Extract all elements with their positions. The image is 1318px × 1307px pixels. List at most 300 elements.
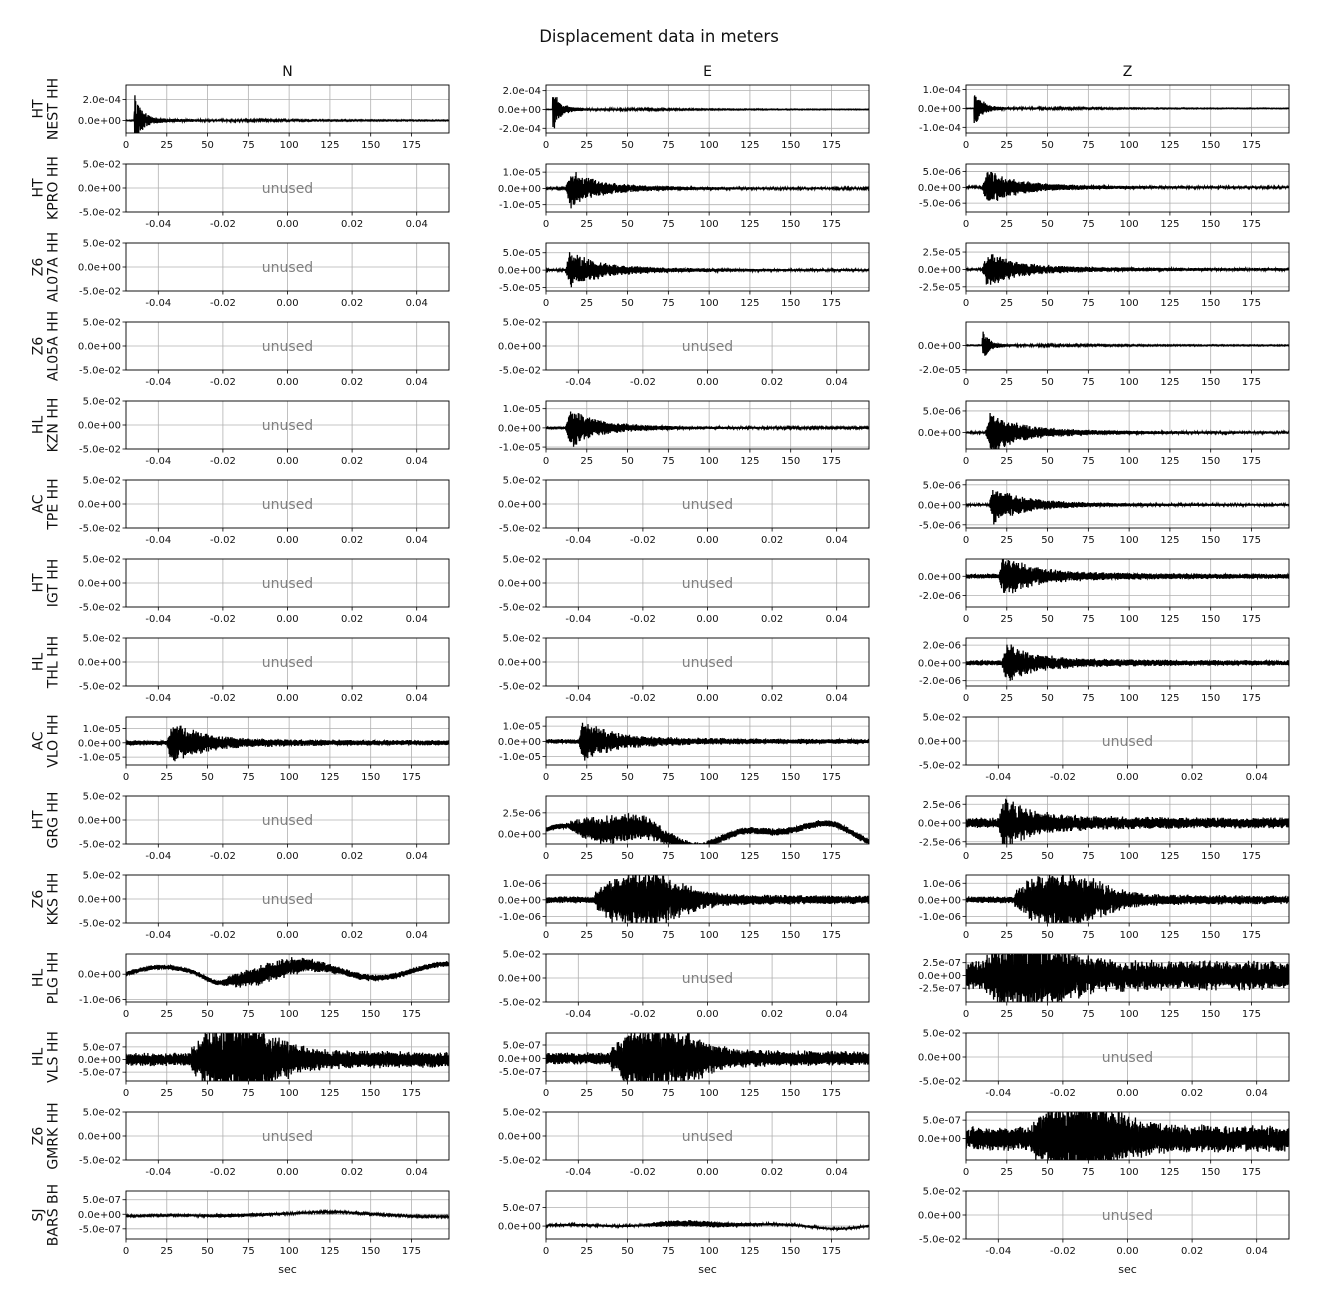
seismic-trace	[966, 172, 1289, 201]
y-tick-label: -5.0e-06	[919, 198, 961, 210]
row-label: HLPLG HH	[30, 951, 62, 1005]
y-tick-label: 0.0e+00	[917, 182, 961, 194]
x-tick-label: 100	[279, 772, 299, 783]
panel-vlo-e	[498, 717, 869, 783]
x-tick-label: 0	[962, 456, 970, 467]
y-tick-label: -5.0e-05	[499, 283, 541, 295]
y-tick-label: 5.0e-02	[502, 554, 541, 566]
seismic-trace	[546, 871, 869, 930]
x-tick-label: -0.02	[209, 219, 236, 230]
x-tick-label: -0.04	[985, 1088, 1012, 1099]
panel-al07a-e	[498, 243, 869, 309]
x-tick-label: 0.04	[405, 535, 428, 546]
row-label: Z6AL07A HH	[30, 231, 62, 303]
x-tick-label: 0.04	[405, 851, 428, 862]
x-tick-label: 175	[821, 298, 842, 309]
x-tick-label: -0.04	[145, 693, 172, 704]
y-tick-label: 0.0e+00	[497, 341, 541, 353]
y-tick-label: 0.0e+00	[917, 895, 961, 907]
x-tick-label: 25	[580, 298, 594, 309]
y-tick-label: 5.0e-02	[82, 633, 121, 645]
panel-kks-e	[498, 871, 869, 941]
panel-kzn-n	[78, 397, 449, 468]
axes-frame	[126, 85, 449, 133]
x-tick-label: 150	[1201, 298, 1221, 309]
panel-thl-z	[918, 638, 1289, 704]
unused-label: unused	[681, 655, 734, 671]
x-tick-label: 25	[1000, 930, 1014, 941]
row-label: HTKPRO HH	[30, 156, 62, 220]
y-tick-label: -1.0e-06	[499, 911, 541, 923]
x-tick-label: 125	[1160, 298, 1180, 309]
x-tick-label: 25	[580, 140, 594, 151]
x-tick-label: 0.04	[825, 614, 848, 625]
x-tick-label: 125	[1160, 1009, 1180, 1020]
x-tick-label: 175	[821, 219, 842, 230]
seismic-trace	[966, 413, 1289, 453]
figure-title: Displacement data in meters	[539, 27, 779, 46]
x-tick-label: 175	[821, 1088, 842, 1099]
y-tick-label: 1.0e-05	[502, 404, 541, 416]
y-tick-label: -1.0e-05	[499, 752, 541, 764]
unused-label: unused	[1101, 1208, 1154, 1224]
x-tick-label: 75	[1081, 1167, 1095, 1178]
panel-tpe-z	[918, 480, 1289, 546]
y-tick-label: 1.0e-05	[502, 167, 541, 179]
x-tick-label: 0.00	[1116, 1246, 1139, 1257]
x-tick-label: 75	[661, 930, 675, 941]
x-tick-label: 0.04	[825, 377, 848, 388]
y-tick-label: 0.0e+00	[497, 973, 541, 985]
x-tick-label: -0.02	[209, 851, 236, 862]
x-tick-label: 125	[740, 930, 760, 941]
x-tick-label: 50	[1041, 456, 1054, 467]
x-tick-label: 0.00	[696, 1167, 719, 1178]
x-tick-label: 25	[1000, 535, 1014, 546]
row-label: HTIGT HH	[30, 558, 62, 608]
y-tick-label: 0.0e+00	[917, 970, 961, 982]
y-tick-label: 0.0e+00	[917, 103, 961, 115]
x-tick-label: 50	[621, 1088, 634, 1099]
x-tick-label: -0.04	[145, 219, 172, 230]
y-tick-label: 0.0e+00	[77, 738, 121, 750]
y-tick-label: 5.0e-06	[922, 480, 961, 492]
row-label: Z6AL05A HH	[30, 310, 62, 382]
x-tick-label: 0.00	[276, 377, 299, 388]
y-tick-label: -2.0e-04	[499, 123, 541, 135]
x-tick-label: 175	[401, 772, 422, 783]
x-tick-label: 150	[781, 1088, 801, 1099]
seismic-trace	[546, 1026, 869, 1094]
x-tick-label: -0.04	[565, 1167, 592, 1178]
y-tick-label: 0.0e+00	[917, 500, 961, 512]
x-tick-label: 150	[781, 298, 801, 309]
x-tick-label: -0.02	[209, 456, 236, 467]
y-tick-label: 0.0e+00	[917, 736, 961, 748]
x-tick-label: 150	[781, 930, 801, 941]
panel-nest-z	[918, 85, 1289, 151]
y-tick-label: 0.0e+00	[917, 1134, 961, 1146]
y-tick-label: 5.0e-02	[922, 712, 961, 724]
x-tick-label: 150	[781, 219, 801, 230]
x-tick-label: 175	[1241, 851, 1262, 862]
row-label: SJBARS BH	[30, 1183, 62, 1247]
y-tick-label: 2.5e-06	[922, 799, 961, 811]
x-tick-label: -0.04	[565, 1009, 592, 1020]
x-tick-label: -0.04	[145, 377, 172, 388]
x-tick-label: 175	[1241, 1167, 1262, 1178]
x-tick-label: 100	[699, 1088, 719, 1099]
y-tick-label: 5.0e-02	[82, 396, 121, 408]
x-tick-label: 0.00	[276, 1167, 299, 1178]
seismic-trace	[966, 254, 1289, 284]
x-tick-label: 125	[740, 1246, 760, 1257]
panel-kpro-e	[498, 164, 869, 230]
x-tick-label: 0.00	[696, 377, 719, 388]
x-tick-label: -0.02	[629, 1167, 656, 1178]
x-tick-label: 150	[1201, 377, 1221, 388]
x-tick-label: 150	[1201, 1167, 1221, 1178]
y-tick-label: 0.0e+00	[77, 115, 121, 127]
x-tick-label: 150	[1201, 851, 1221, 862]
x-tick-label: 100	[1119, 535, 1139, 546]
panel-gmrk-e	[498, 1108, 869, 1179]
x-tick-label: 0.04	[1245, 772, 1268, 783]
y-tick-label: -5.0e-02	[79, 681, 121, 693]
x-tick-label: 100	[1119, 1009, 1139, 1020]
x-tick-label: 0	[962, 614, 970, 625]
x-tick-label: 50	[1041, 140, 1054, 151]
x-tick-label: 100	[699, 298, 719, 309]
x-tick-label: 0	[962, 219, 970, 230]
x-tick-label: 50	[1041, 535, 1054, 546]
x-tick-label: 25	[580, 930, 594, 941]
seismic-trace	[546, 97, 869, 128]
panel-vlo-z	[918, 713, 1289, 784]
x-tick-label: 0.04	[1245, 1246, 1268, 1257]
seismic-trace	[546, 813, 869, 850]
y-tick-label: 2.5e-06	[502, 808, 541, 820]
x-tick-label: 125	[1160, 140, 1180, 151]
y-tick-label: 5.0e-02	[82, 1107, 121, 1119]
y-tick-label: 1.0e-04	[922, 85, 961, 97]
x-tick-label: 25	[160, 140, 174, 151]
y-tick-label: -5.0e-02	[919, 1234, 961, 1246]
x-tick-label: 0	[962, 377, 970, 388]
x-tick-label: 0.00	[276, 219, 299, 230]
station-row-kpro	[31, 156, 1289, 230]
y-tick-label: 5.0e-02	[922, 1028, 961, 1040]
y-tick-label: 5.0e-02	[82, 870, 121, 882]
seismic-trace	[546, 252, 869, 287]
y-tick-label: 5.0e-02	[82, 238, 121, 250]
x-tick-label: 100	[1119, 456, 1139, 467]
y-tick-label: -5.0e-02	[79, 523, 121, 535]
x-tick-label: 0.04	[405, 456, 428, 467]
row-label: Z6KKS HH	[30, 872, 62, 926]
x-tick-label: 100	[1119, 298, 1139, 309]
y-tick-label: 5.0e-02	[502, 633, 541, 645]
x-tick-label: 0.02	[340, 219, 364, 230]
x-tick-label: 0.02	[340, 851, 364, 862]
x-tick-label: 150	[1201, 140, 1221, 151]
x-tick-label: 50	[621, 140, 634, 151]
x-tick-label: -0.04	[145, 851, 172, 862]
y-tick-label: 5.0e-02	[82, 554, 121, 566]
x-tick-label: 0.00	[1116, 1088, 1139, 1099]
x-tick-label: 25	[580, 851, 594, 862]
x-tick-label: 25	[580, 772, 594, 783]
x-tick-label: 125	[1160, 377, 1180, 388]
station-row-vlo	[31, 713, 1289, 784]
column-header-z: Z	[1122, 64, 1133, 80]
x-tick-label: 150	[781, 140, 801, 151]
x-tick-label: -0.02	[629, 377, 656, 388]
x-tick-label: -0.04	[145, 535, 172, 546]
x-tick-label: 75	[661, 851, 675, 862]
x-tick-label: -0.04	[145, 614, 172, 625]
x-tick-label: 125	[740, 298, 760, 309]
x-tick-label: 150	[361, 1088, 381, 1099]
y-tick-label: -5.0e-02	[499, 523, 541, 535]
x-tick-label: 100	[279, 1246, 299, 1257]
y-tick-label: -5.0e-02	[79, 444, 121, 456]
x-tick-label: 75	[241, 772, 255, 783]
x-tick-label: 50	[201, 140, 214, 151]
station-row-plg	[31, 940, 1289, 1020]
y-tick-label: -1.0e-05	[79, 752, 121, 764]
x-tick-label: -0.04	[565, 614, 592, 625]
seismic-trace	[966, 490, 1289, 524]
x-tick-label: 150	[1201, 456, 1221, 467]
y-tick-label: 5.0e-02	[82, 159, 121, 171]
y-tick-label: -2.0e-05	[919, 364, 961, 376]
x-tick-label: 0.04	[405, 930, 428, 941]
x-tick-label: 25	[1000, 219, 1014, 230]
seismic-trace	[126, 1211, 449, 1217]
y-tick-label: 0.0e+00	[917, 428, 961, 440]
x-tick-label: 100	[699, 456, 719, 467]
x-tick-label: 0	[962, 930, 970, 941]
x-tick-label: 175	[1241, 298, 1262, 309]
seismic-trace	[546, 1220, 869, 1230]
x-tick-label: -0.04	[565, 535, 592, 546]
x-tick-label: 0	[962, 851, 970, 862]
panel-tpe-e	[498, 476, 869, 547]
x-tick-label: 25	[160, 772, 174, 783]
x-tick-label: 125	[740, 1088, 760, 1099]
x-tick-label: 25	[580, 219, 594, 230]
x-tick-label: -0.02	[1049, 772, 1076, 783]
x-tick-label: 0	[542, 140, 550, 151]
x-tick-label: -0.02	[209, 1167, 236, 1178]
x-tick-label: 50	[621, 851, 634, 862]
row-label: Z6GMRK HH	[30, 1102, 62, 1170]
x-tick-label: 100	[699, 930, 719, 941]
x-tick-label: 150	[361, 1009, 381, 1020]
unused-label: unused	[261, 260, 314, 276]
unused-label: unused	[681, 971, 734, 987]
x-tick-label: 0	[122, 1246, 130, 1257]
x-tick-label: 0.00	[696, 614, 719, 625]
x-tick-label: 0.00	[276, 298, 299, 309]
x-tick-label: 0.00	[276, 851, 299, 862]
x-tick-label: 0.04	[405, 298, 428, 309]
y-tick-label: 0.0e+00	[917, 264, 961, 276]
x-tick-label: -0.04	[985, 772, 1012, 783]
panel-vls-n	[78, 1021, 449, 1099]
y-tick-label: -5.0e-02	[499, 602, 541, 614]
y-tick-label: 5.0e-07	[502, 1040, 541, 1052]
panel-al05a-n	[78, 318, 449, 389]
x-tick-label: 25	[1000, 614, 1014, 625]
panel-bars-z	[918, 1187, 1289, 1277]
seismic-trace	[126, 1021, 449, 1098]
x-tick-label: 0.02	[340, 693, 364, 704]
station-row-grg	[31, 792, 1289, 863]
x-tick-label: -0.04	[145, 930, 172, 941]
x-tick-label: 50	[1041, 1167, 1054, 1178]
panel-tpe-n	[78, 476, 449, 547]
y-tick-label: 0.0e+00	[77, 341, 121, 353]
x-tick-label: 175	[821, 1246, 842, 1257]
x-tick-label: 0.02	[1180, 1088, 1204, 1099]
panel-igt-z	[918, 558, 1289, 625]
x-tick-label: 175	[1241, 535, 1262, 546]
y-tick-label: 5.0e-07	[82, 1042, 121, 1054]
column-header-n: N	[282, 64, 293, 80]
x-tick-label: 125	[320, 1088, 340, 1099]
x-tick-label: 50	[1041, 298, 1054, 309]
x-tick-label: 125	[320, 1009, 340, 1020]
x-tick-label: 75	[241, 1246, 255, 1257]
x-tick-label: 175	[821, 851, 842, 862]
panel-gmrk-z	[918, 1099, 1289, 1178]
y-tick-label: 5.0e-02	[82, 791, 121, 803]
y-tick-label: -5.0e-02	[919, 1076, 961, 1088]
x-tick-label: 0.02	[760, 1009, 784, 1020]
y-tick-label: -5.0e-06	[919, 520, 961, 532]
x-tick-label: -0.04	[565, 693, 592, 704]
unused-label: unused	[681, 497, 734, 513]
panel-kpro-z	[918, 164, 1289, 230]
x-tick-label: 25	[1000, 1009, 1014, 1020]
y-tick-label: -2.5e-06	[919, 837, 961, 849]
x-tick-label: 100	[1119, 1167, 1139, 1178]
x-tick-label: 125	[740, 456, 760, 467]
y-tick-label: 0.0e+00	[77, 578, 121, 590]
x-tick-label: 50	[621, 219, 634, 230]
x-tick-label: 0.04	[825, 535, 848, 546]
x-tick-label: 125	[320, 140, 340, 151]
x-tick-label: 75	[1081, 535, 1095, 546]
x-tick-label: 25	[1000, 377, 1014, 388]
panel-bars-n	[78, 1191, 449, 1276]
station-row-al05a	[31, 311, 1289, 388]
x-tick-label: -0.02	[209, 693, 236, 704]
panel-igt-e	[498, 555, 869, 626]
y-tick-label: 5.0e-05	[502, 248, 541, 260]
axes-frame	[546, 1191, 869, 1239]
unused-label: unused	[261, 497, 314, 513]
x-tick-label: 0.04	[405, 1167, 428, 1178]
seismic-trace	[966, 940, 1289, 1012]
x-tick-label: 175	[401, 1088, 422, 1099]
y-tick-label: 5.0e-06	[922, 406, 961, 418]
x-tick-label: 0.02	[1180, 1246, 1204, 1257]
x-tick-label: 25	[580, 1246, 594, 1257]
x-tick-label: 50	[621, 298, 634, 309]
unused-label: unused	[261, 813, 314, 829]
x-tick-label: 75	[661, 772, 675, 783]
panel-kzn-e	[498, 401, 869, 467]
x-tick-label: 0.00	[276, 930, 299, 941]
x-tick-label: 25	[1000, 1167, 1014, 1178]
x-tick-label: -0.02	[629, 1009, 656, 1020]
x-tick-label: 0.02	[340, 377, 364, 388]
x-tick-label: 150	[781, 772, 801, 783]
x-tick-label: 75	[661, 219, 675, 230]
x-tick-label: 100	[279, 1088, 299, 1099]
y-tick-label: -5.0e-02	[919, 760, 961, 772]
x-tick-label: 150	[1201, 535, 1221, 546]
station-row-vls	[31, 1021, 1289, 1099]
x-tick-label: 0.04	[405, 219, 428, 230]
seismic-trace	[966, 558, 1289, 593]
x-tick-label: 150	[1201, 614, 1221, 625]
y-tick-label: 0.0e+00	[917, 340, 961, 352]
x-tick-label: 0.02	[1180, 772, 1204, 783]
station-row-gmrk	[31, 1099, 1289, 1178]
panel-al05a-z	[918, 322, 1289, 388]
y-tick-label: -1.0e-06	[79, 994, 121, 1006]
x-tick-label: -0.04	[145, 298, 172, 309]
seismic-trace	[126, 957, 449, 987]
y-tick-label: -5.0e-07	[499, 1067, 541, 1079]
unused-label: unused	[261, 655, 314, 671]
x-tick-label: 125	[740, 140, 760, 151]
panel-al05a-e	[498, 318, 869, 389]
x-tick-label: 0	[122, 1009, 130, 1020]
y-tick-label: 0.0e+00	[77, 420, 121, 432]
x-tick-label: 175	[1241, 377, 1262, 388]
x-tick-label: 0	[962, 1167, 970, 1178]
x-tick-label: 50	[1041, 377, 1054, 388]
y-tick-label: 5.0e-02	[82, 475, 121, 487]
panel-vls-z	[918, 1029, 1289, 1100]
seismic-trace	[126, 95, 449, 144]
x-tick-label: 100	[1119, 140, 1139, 151]
y-tick-label: 0.0e+00	[497, 578, 541, 590]
x-tick-label: 125	[1160, 614, 1180, 625]
y-tick-label: 5.0e-06	[922, 167, 961, 179]
y-tick-label: 2.0e-04	[82, 95, 121, 107]
x-tick-label: 175	[821, 456, 842, 467]
x-tick-label: 100	[279, 1009, 299, 1020]
station-row-kks	[31, 871, 1289, 942]
x-tick-label: 175	[821, 140, 842, 151]
x-tick-label: 25	[1000, 140, 1014, 151]
y-tick-label: -5.0e-02	[499, 681, 541, 693]
row-label: HTNEST HH	[30, 77, 62, 141]
y-tick-label: 2.0e-04	[502, 86, 541, 98]
x-tick-label: 25	[1000, 298, 1014, 309]
x-tick-label: 0.02	[760, 377, 784, 388]
x-tick-label: -0.02	[629, 535, 656, 546]
x-tick-label: 0.02	[760, 1167, 784, 1178]
x-tick-label: 150	[361, 140, 381, 151]
panel-nest-n	[78, 85, 449, 151]
